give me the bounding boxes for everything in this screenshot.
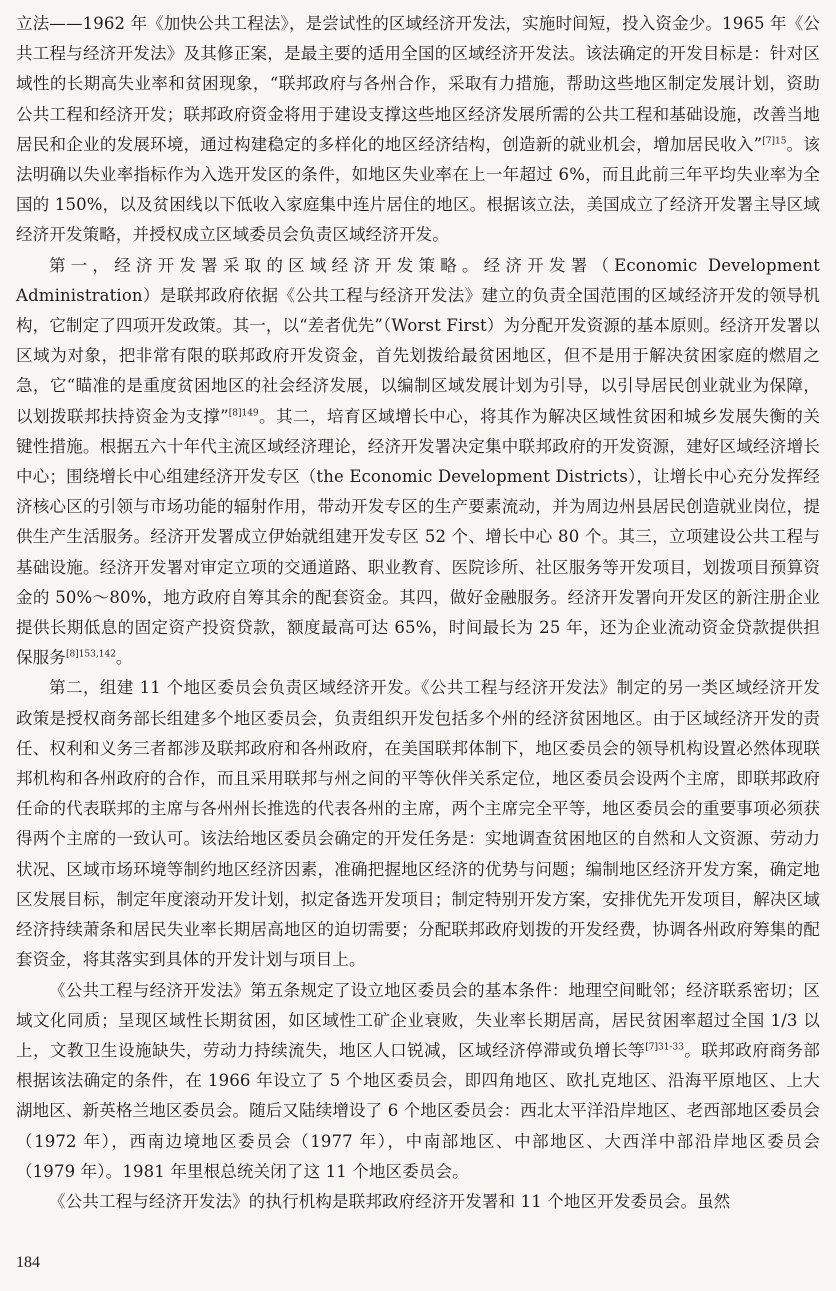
paragraph-text: 《公共工程与经济开发法》第五条规定了设立地区委员会的基本条件：地理空间毗邻；经济联系密切；区域文化同质；呈现区域性长期贫困，如区域性工矿企业衰败，失业率长期居高，居民贫困率超过全国 1/3 以上，文教卫生设施缺失，劳动力持续流失，地区人口锐减，区域经济停滞或负增长等 bbox=[16, 980, 820, 1060]
paragraph bbox=[16, 251, 820, 674]
paragraph-text: 。该法明确以失业率指标作为入选开发区的条件，如地区失业率在上一年超过 6%，而且此前三年平均失业率为全国的 150%，以及贫困线以下低收入家庭集中连片居住的地区。根据该立法，美国成立了经济开发署主导区域经济开发策略，并授权成立区域委员会负责区域经济开发。 bbox=[16, 134, 820, 245]
citation-marker: [7]31-33 bbox=[645, 1042, 684, 1053]
paragraph-text: 第一，经济开发署采取的区域经济开发策略。经济开发署（Economic Development Administration）是联邦政府依据《公共工程与经济开发法》建立的负责全国范围的区域经济开发的领导机构，它制定了四项开发政策。其一，以“差者优先”（Worst First）为分配开发资源的基本原则。经济开发署以区域为对象，把非常有限的联邦政府开发资金，首先划拨给最贫困地区，但不是用于解决贫困家庭的燃眉之急，它“瞄准的是重度贫困地区的社会经济发展，以编制区域发展计划为引导，以引导居民创业就业为保障，以划拨联邦扶持资金为支撑” bbox=[16, 255, 820, 426]
paragraph-text: 。联邦政府商务部根据该法确定的条件，在 1966 年设立了 5 个地区委员会，即四角地区、欧扎克地区、沿海平原地区、上大湖地区、新英格兰地区委员会。随后又陆续增设了 6 个地区委员会：西北太平洋沿岸地区、老西部地区委员会（1972 年），西南边境地区委员会（1977 年），中南部地区、中部地区、大西洋中部沿岸地区委员会（1979 年）。1981 年里根总统关闭了这 11 个地区委员会。 bbox=[16, 1040, 820, 1181]
paragraph-text: 。其二，培育区域增长中心，将其作为解决区域性贫困和城乡发展失衡的关键性措施。根据五六十年代主流区域经济理论，经济开发署决定集中联邦政府的开发资源，建好区域经济增长中心；围绕增长中心组建经济开发专区（the Economic Development Districts），让增长中心充分发挥经济核心区的引领与市场功能的辐射作用，带动开发专区的生产要素流动，并为周边州县居民创造就业岗位，提供生产生活服务。经济开发署成立伊始就组建开发专区 52 个、增长中心 80 个。其三，立项建设公共工程与基础设施。经济开发署对审定立项的交通道路、职业教育、医院诊所、社区服务等开发项目，划拨项目预算资金的 50%～80%，地方政府自筹其余的配套资金。其四，做好金融服务。经济开发署向开发区的新注册企业提供长期低息的固定资产投资贷款，额度最高可达 65%，时间最长为 25 年，还为企业流动资金贷款提供担保服务 bbox=[16, 406, 820, 668]
paragraph-text: 第二，组建 11 个地区委员会负责区域经济开发。《公共工程与经济开发法》制定的另一类区域经济开发政策是授权商务部长组建多个地区委员会，负责组织开发包括多个州的经济贫困地区。由于区域经济开发的责任、权利和义务三者都涉及联邦政府和各州政府，在美国联邦体制下，地区委员会的领导机构设置必然体现联邦机构和各州政府的合作，而且采用联邦与州之间的平等伙伴关系定位，地区委员会设两个主席，即联邦政府任命的代表联邦的主席与各州州长推选的代表各州的主席，两个主席完全平等，地区委员会的重要事项必须获得两个主席的一致认可。该法给地区委员会确定的开发任务是：实地调查贫困地区的自然和人文资源、劳动力状况、区域市场环境等制约地区经济因素，准确把握地区经济的优势与问题；编制地区经济开发方案，确定地区发展目标，制定年度滚动开发计划，拟定备选开发项目；制定特别开发方案，安排优先开发项目，解决区域经济持续萧条和居民失业率长期居高地区的迫切需要；分配联邦政府划拨的开发经费，协调各州政府筹集的配套资金，将其落实到具体的开发计划与项目上。 bbox=[16, 678, 820, 970]
paragraph bbox=[16, 9, 820, 251]
citation-marker: [7]15 bbox=[762, 136, 787, 147]
page-number: 184 bbox=[16, 1254, 40, 1271]
paragraph bbox=[16, 673, 820, 975]
body-text bbox=[16, 9, 820, 1217]
citation-marker: [8]153,142 bbox=[65, 649, 116, 660]
paragraph-text: 。 bbox=[115, 648, 133, 668]
paragraph-text: 《公共工程与经济开发法》的执行机构是联邦政府经济开发署和 11 个地区开发委员会。虽然 bbox=[49, 1191, 731, 1211]
paragraph bbox=[16, 976, 820, 1187]
paragraph bbox=[16, 1187, 820, 1217]
citation-marker: [8]149 bbox=[228, 408, 259, 419]
paragraph-text: 立法——1962 年《加快公共工程法》，是尝试性的区域经济开发法，实施时间短，投入资金少。1965 年《公共工程与经济开发法》及其修正案，是最主要的适用全国的区域经济开发法。该法确定的开发目标是：针对区域性的长期高失业率和贫困现象，“联邦政府与各州合作，采取有力措施，帮助这些地区制定发展计划，资助公共工程和经济开发；联邦政府资金将用于建设支撑这些地区经济发展所需的公共工程和基础设施，改善当地居民和企业的发展环境，通过构建稳定的多样化的地区经济结构，创造新的就业机会，增加居民收入” bbox=[16, 14, 820, 154]
